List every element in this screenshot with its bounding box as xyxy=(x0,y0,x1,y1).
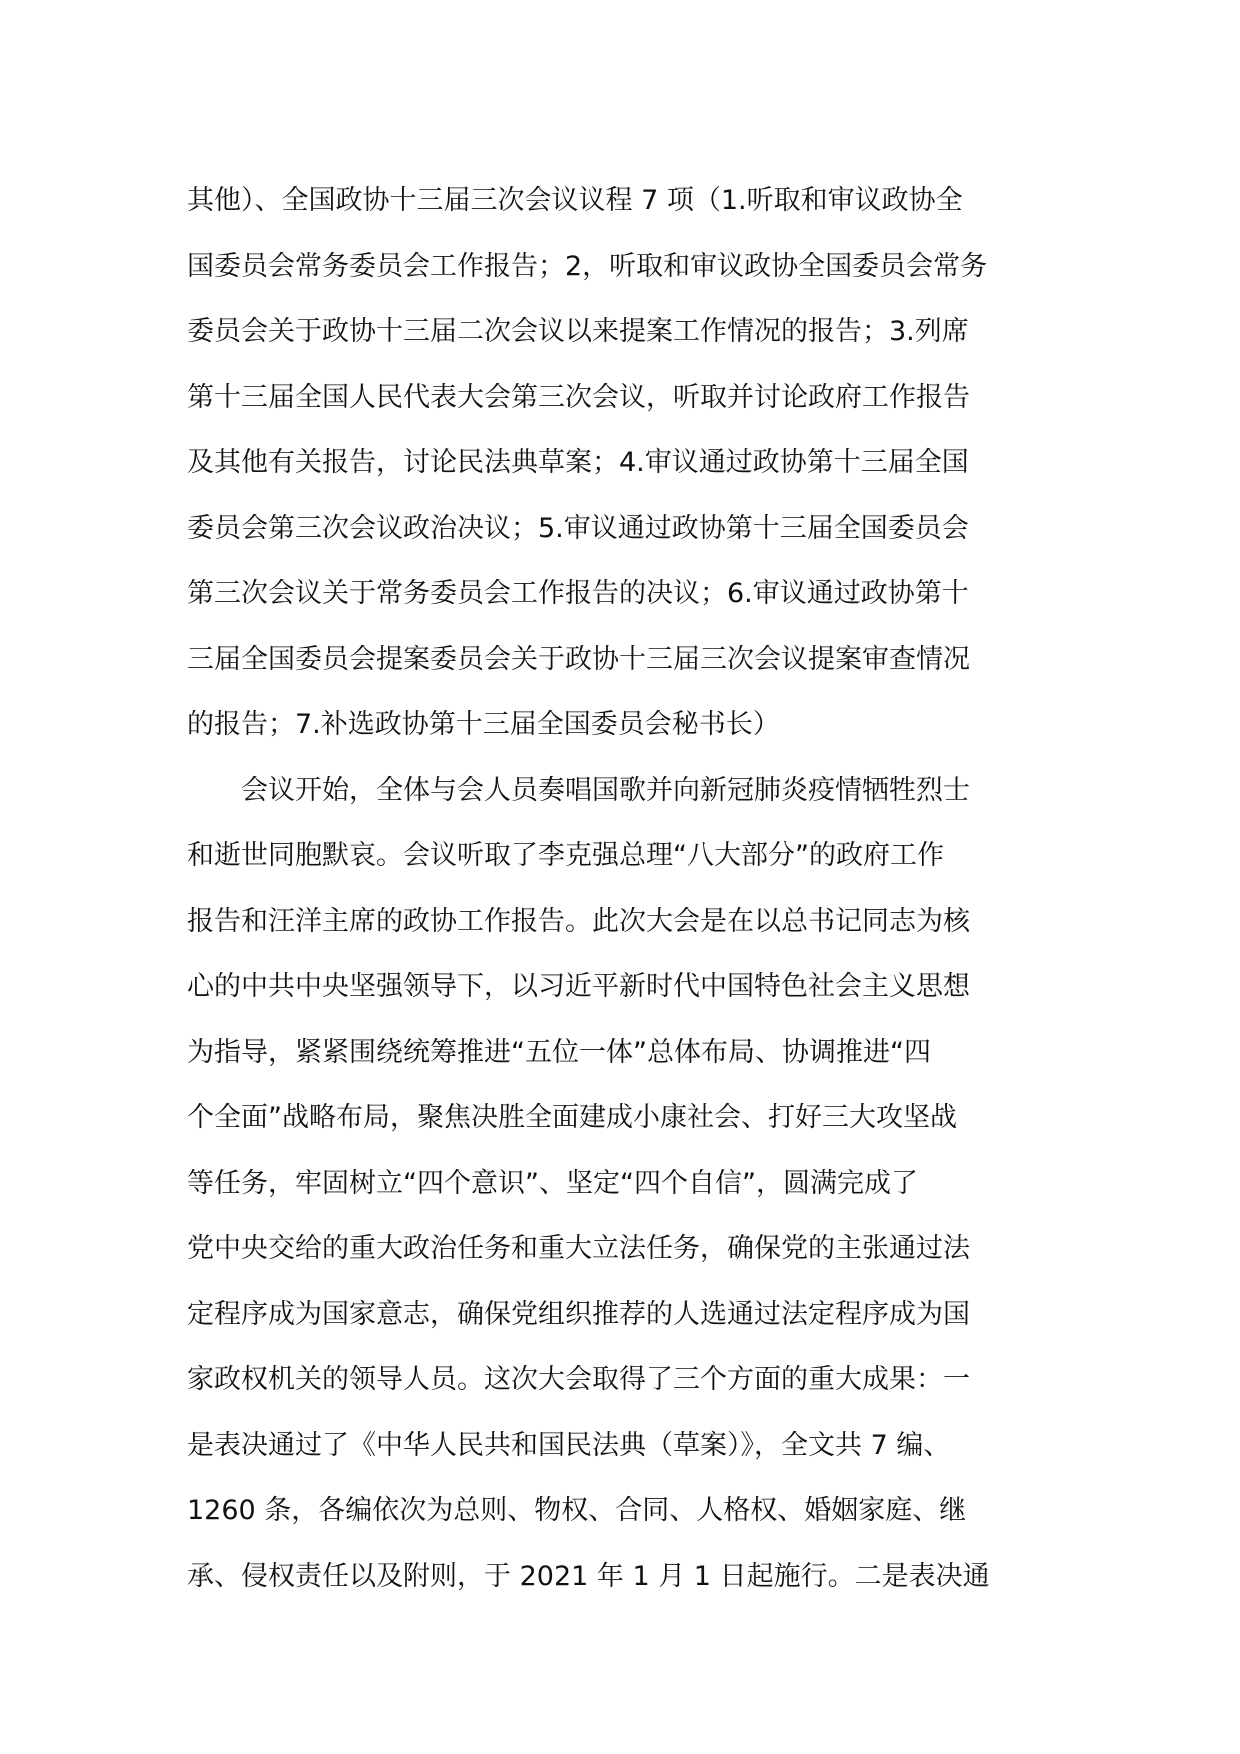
text-line: 委员会第三次会议政治决议；5.审议通过政协第十三届全国委员会 xyxy=(187,512,969,544)
text-line: 家政权机关的领导人员。这次大会取得了三个方面的重大成果：一 xyxy=(187,1364,970,1395)
text-line: 和逝世同胞默哀。会议听取了李克强总理“八大部分”的政府工作 xyxy=(187,840,944,871)
text-line: 会议开始，全体与会人员奏唱国歌并向新冠肺炎疫情牺牲烈士 xyxy=(187,774,970,806)
text-line: 第十三届全国人民代表大会第三次会议，听取并讨论政府工作报告 xyxy=(187,381,970,413)
text-line: 党中央交给的重大政治任务和重大立法任务，确保党的主张通过法 xyxy=(187,1233,970,1264)
text-line: 国委员会常务委员会工作报告；2，听取和审议政协全国委员会常务 xyxy=(187,250,988,282)
text-line: 个全面”战略布局，聚焦决胜全面建成小康社会、打好三大攻坚战 xyxy=(187,1102,957,1133)
text-line: 及其他有关报告，讨论民法典草案；4.审议通过政协第十三届全国 xyxy=(187,447,969,478)
text-line: 第三次会议关于常务委员会工作报告的决议；6.审议通过政协第十 xyxy=(187,578,969,609)
text-line: 1260 条，各编依次为总则、物权、合同、人格权、婚姻家庭、继 xyxy=(187,1495,967,1526)
text-line: 为指导，紧紧围绕统筹推进“五位一体”总体布局、协调推进“四 xyxy=(187,1036,931,1068)
text-line: 承、侵权责任以及附则，于 2021 年 1 月 1 日起施行。二是表决通 xyxy=(187,1560,990,1592)
text-line: 报告和汪洋主席的政协工作报告。此次大会是在以总书记同志为核 xyxy=(187,905,970,937)
text-line: 定程序成为国家意志，确保党组织推荐的人选通过法定程序成为国 xyxy=(187,1298,970,1330)
body-text xyxy=(187,168,1067,1609)
text-line: 的报告；7.补选政协第十三届全国委员会秘书长） xyxy=(187,709,780,740)
text-line: 心的中共中央坚强领导下，以习近平新时代中国特色社会主义思想 xyxy=(187,971,970,1002)
text-line: 三届全国委员会提案委员会关于政协十三届三次会议提案审查情况 xyxy=(187,643,970,675)
text-line: 是表决通过了《中华人民共和国民法典（草案）》，全文共 7 编、 xyxy=(187,1429,951,1461)
text-line: 委员会关于政协十三届二次会议以来提案工作情况的报告；3.列席 xyxy=(187,316,969,347)
text-line: 等任务，牢固树立“四个意识”、坚定“四个自信”，圆满完成了 xyxy=(187,1167,918,1199)
text-line: 其他）、全国政协十三届三次会议议程 7 项（1.听取和审议政协全 xyxy=(187,185,963,216)
